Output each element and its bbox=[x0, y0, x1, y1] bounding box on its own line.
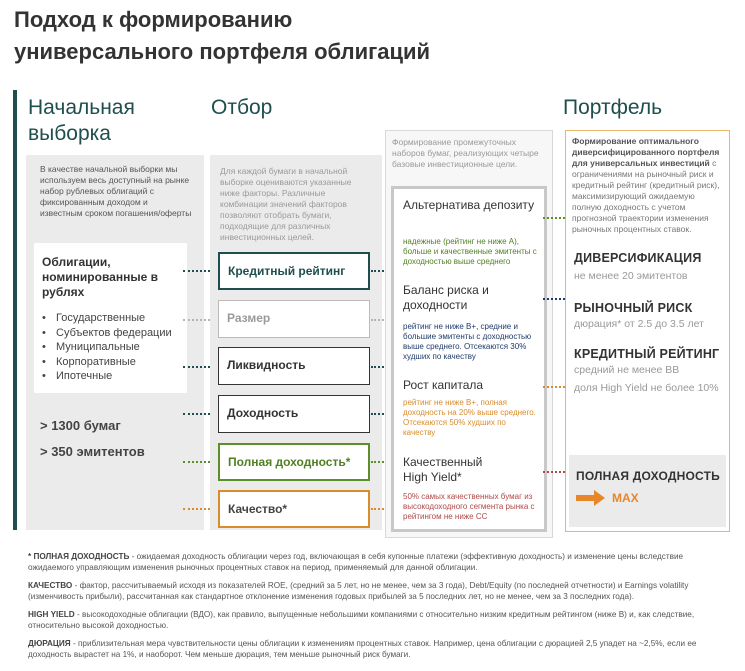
portfolio-credit-rating: КРЕДИТНЫЙ РЕЙТИНГ средний не менее BB доля High Yield не более 10% bbox=[574, 347, 720, 394]
factor-size: Размер bbox=[218, 300, 370, 338]
goal-high-yield-title: Качественный High Yield* bbox=[403, 455, 483, 484]
column-heading-selection: Отбор bbox=[211, 96, 273, 119]
left-accent-bar bbox=[13, 90, 17, 530]
list-item: • Ипотечные bbox=[42, 369, 187, 384]
total-yield-target-value: MAX bbox=[612, 491, 639, 505]
goal-deposit-alternative-desc: надежные (рейтинг не ниже A), больше и качественные эмитенты с доходностью выше среднего bbox=[403, 237, 537, 266]
goal-balance-title: Баланс риска и доходности bbox=[403, 283, 489, 312]
portfolio-diversification: ДИВЕРСИФИКАЦИЯ не менее 20 эмитентов bbox=[574, 251, 702, 282]
connector-goal-growth bbox=[543, 386, 565, 388]
bond-types-list bbox=[42, 311, 187, 384]
goal-deposit-alternative-title: Альтернатива депозиту bbox=[403, 198, 535, 212]
stat-papers: > 1300 бумаг bbox=[40, 418, 121, 433]
goal-balance-desc: рейтинг не ниже B+, средние и большие эмитенты с доходностью выше среднего. Отсекаются 30% худших по качеству bbox=[403, 322, 532, 361]
factor-quality: Качество* bbox=[218, 490, 370, 528]
footnote-duration: ДЮРАЦИЯ - приблизительная мера чувствительности цены облигации к изменениям процентных ставок. Например, цена облигации с дюрацией 2,5 упадет на ~2,5%, если ее доходность вырастет на 1%, и наоборот. Чем меньше дюрация, тем меньше рыночный риск бумаги. bbox=[28, 639, 697, 659]
list-item: • Муниципальные bbox=[42, 340, 187, 355]
footnote-quality: КАЧЕСТВО - фактор, рассчитываемый исходя из показателей ROE, (средний за 5 лет, но не менее, чем за 3 года), Debt/Equity (по последней отчетности) и Earnings volatility (изменчивость прибыли), рассчитанная как стандартное отклонение изменения годовых прибылей за 5 последних лет, но не менее, чем за 3 последних года). bbox=[28, 581, 689, 601]
title-line-1: Подход к формированию bbox=[14, 7, 293, 32]
goal-growth-desc: рейтинг не ниже B+, полная доходность на 20% выше среднего. Отсекаются 50% худших по качеству bbox=[403, 398, 536, 437]
column-heading-portfolio: Портфель bbox=[563, 96, 663, 119]
title-line-2: универсального портфеля облигаций bbox=[14, 39, 431, 64]
connector-goal-balance bbox=[543, 298, 565, 300]
footnote-total-yield: * ПОЛНАЯ ДОХОДНОСТЬ - ожидаемая доходность облигации через год, включающая в себя купонные платежи (эффективную доходность) и изменение цены вследствие ожидаемого управляющим изменения рыночных процентных ставок на период, применяемый для данной облигации. bbox=[28, 552, 684, 572]
total-yield-target-heading: ПОЛНАЯ ДОХОДНОСТЬ bbox=[576, 469, 720, 483]
ruble-bonds-title: Облигации, номинированные в рублях bbox=[42, 255, 158, 299]
portfolio-description: Формирование оптимального диверсифицированного портфеля для универсальных инвестиций с ограничениями на рыночный риск и кредитный рейтинг (кредитный риск), максимизирующий ожидаемую полную доходность с учетом прогнозной траектории изменения рыночных процентных ставок. bbox=[572, 136, 720, 234]
arrow-right-icon bbox=[576, 489, 606, 507]
portfolio-market-risk: РЫНОЧНЫЙ РИСК дюрация* от 2.5 до 3.5 лет bbox=[574, 301, 704, 330]
factor-total-yield: Полная доходность* bbox=[218, 443, 370, 481]
column-heading-initial: Начальная выборка bbox=[28, 96, 135, 145]
footnote-high-yield: HIGH YIELD - высокодоходные облигации (ВДО), как правило, выпущенные небольшими компаниями с относительно низким кредитным рейтингом (ниже B) и, как следствие, относительно высокой доходностью. bbox=[28, 610, 695, 630]
factor-yield: Доходность bbox=[218, 395, 370, 433]
footnotes bbox=[28, 551, 728, 660]
goal-growth-title: Рост капитала bbox=[403, 378, 484, 392]
selection-description: Для каждой бумаги в начальной выборке оцениваются указанные ниже факторы. Различные комбинации значений факторов позволяют отобрать бумаги, подходящие для различных инвестиционных целей. bbox=[220, 166, 352, 242]
list-item: • Корпоративные bbox=[42, 355, 187, 370]
factor-liquidity: Ликвидность bbox=[218, 347, 370, 385]
connector-goal-high-yield bbox=[543, 471, 565, 473]
list-item: • Субъектов федерации bbox=[42, 326, 187, 341]
factor-credit-rating: Кредитный рейтинг bbox=[218, 252, 370, 290]
goal-high-yield-desc: 50% самых качественных бумаг из высокодоходного сегмента рынка с рейтингом не ниже CC bbox=[403, 492, 535, 521]
page-title bbox=[14, 4, 574, 68]
list-item: • Государственные bbox=[42, 311, 187, 326]
connector-goal-deposit bbox=[543, 217, 565, 219]
initial-sample-description: В качестве начальной выборки мы используем весь доступный на рынке набор рублевых облигаций с фиксированным доходом и известным сроком погашения/оферты bbox=[40, 164, 192, 218]
stat-issuers: > 350 эмитентов bbox=[40, 444, 145, 459]
intermediate-sets-description: Формирование промежуточных наборов бумаг, реализующих четыре базовые инвестиционные цели. bbox=[392, 137, 539, 169]
